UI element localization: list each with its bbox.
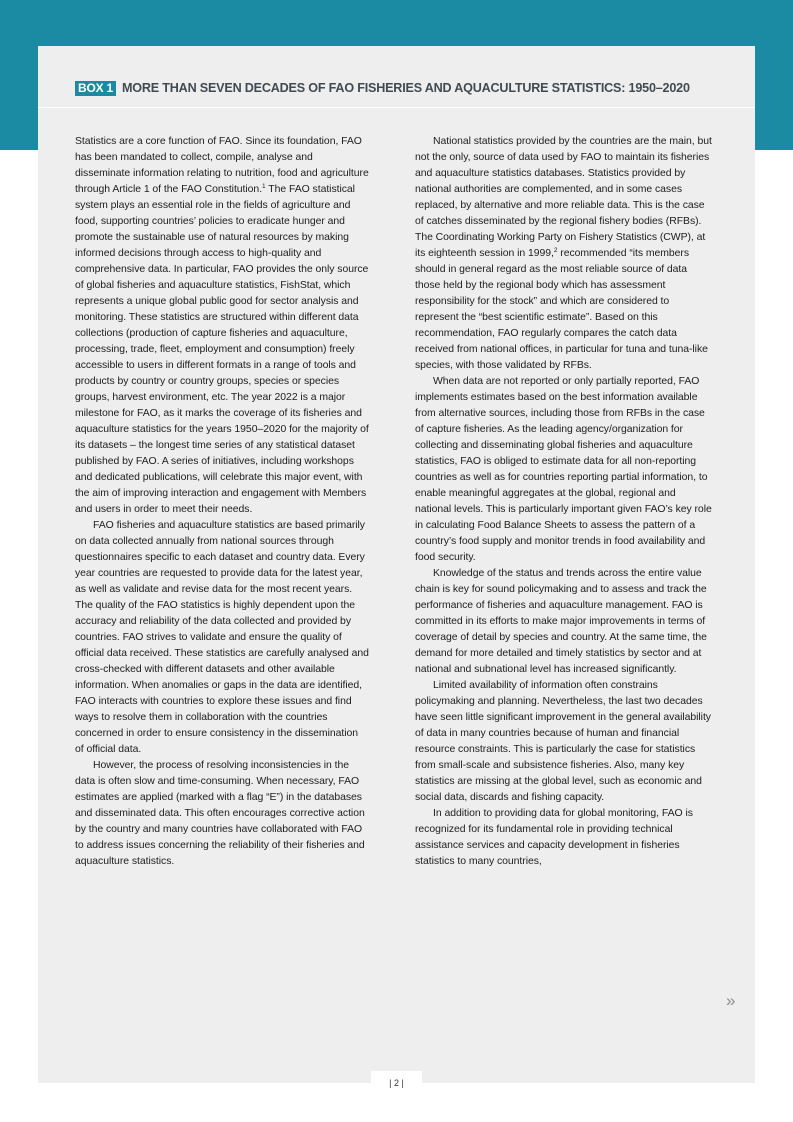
box-panel xyxy=(38,46,755,1083)
col1-paragraph-1: Statistics are a core function of FAO. Since its foundation, FAO has been mandated to collect, compile, analyse and disseminate information relating to nutrition, food and agriculture through Article 1 of the FAO Constitution.$^1$ The FAO statistical system plays an essential role in the fields of agriculture and food, supporting countries’ policies to eradicate hunger and promote the sustainable use of natural resources by making informed decisions through access to high-quality and comprehensive data. In particular, FAO provides the only source of global fisheries and aquaculture statistics, FishStat, which represents a unique global public good for sector analysis and monitoring. These statistics are structured within different data collections (production of capture fisheries and aquaculture, processing, trade, fleet, employment and consumption) freely accessible to users in different formats in a range of tools and products by country or country groups, species or species groups, harvest environment, etc. The year 2022 is a major milestone for FAO, as it marks the coverage of its fisheries and aquaculture statistics for the years 1950–2020 for the majority of its datasets – the longest time series of any statistical dataset published by FAO. A series of initiatives, including workshops and dedicated publications, will celebrate this major event, with the aim of improving interaction and engagement with Members and users in order to meet their needs. xyxy=(75,136,369,515)
box-heading: MORE THAN SEVEN DECADES OF FAO FISHERIES AND AQUACULTURE STATISTICS: 1950–2020 xyxy=(122,80,690,95)
page-number-tab xyxy=(371,1071,422,1095)
col2-paragraph-5: In addition to providing data for global monitoring, FAO is recognized for its fundamental role in providing technical assistance services and capacity development in fisheries statistics to many countries, xyxy=(415,808,693,867)
double-chevron-right-icon[interactable]: » xyxy=(726,991,731,1010)
footnote-ref-2: 2 xyxy=(553,247,558,254)
col2-paragraph-2: When data are not reported or only partially reported, FAO implements estimates based on the best information available from alternative sources, including those from RFBs in the case of capture fisheries. As the leading agency/organization for collecting and disseminating global fisheries and aquaculture statistics, FAO is obliged to estimate data for all non-reporting countries as well as for countries reporting partial information, to enable meaningful aggregates at the global, regional and national levels. This is particularly important given FAO’s key role in calculating Food Balance Sheets to assess the pattern of a country’s food supply and monitor trends in food availability and food security. xyxy=(415,376,712,563)
box-tag: BOX 1 xyxy=(75,81,116,96)
page-number: | 2 | xyxy=(389,1078,404,1088)
col2-paragraph-3: Knowledge of the status and trends across the entire value chain is key for sound policymaking and to assess and track the performance of fisheries and aquaculture management. FAO is committed in its efforts to make major improvements in terms of coverage of detail by species and country. At the same time, the demand for more detailed and timely statistics by sector and at national and subnational level has increased significantly. xyxy=(415,568,707,675)
col2-paragraph-1: National statistics provided by the countries are the main, but not the only, source of data used by FAO to maintain its fisheries and aquaculture statistics databases. Statistics provided by national authorities are complemented, and in some cases replaced, by alternative and more reliable data. This is the case of catches disseminated by the regional fishery bodies (RFBs). The Coordinating Working Party on Fishery Statistics (CWP), at its eighteenth session in 1999,$^2$ recommended “its members should in general regard as the most reliable source of data those held by the regional body which has assessment responsibility for the stock” and which are considered to represent the “best scientific estimate”. Based on this recommendation, FAO regularly compares the catch data received from national offices, in particular for tuna and tuna-like species, with those validated by RFBs. xyxy=(415,136,712,371)
footnote-ref-1: 1 xyxy=(262,183,266,190)
col2-paragraph-4: Limited availability of information often constrains policymaking and planning. Nevertheless, the last two decades have seen little significant improvement in the general availability of data in many countries because of human and financial resource constraints. This is particularly the case for statistics from small-scale and subsistence fisheries. Also, many key statistics are missing at the global level, such as economic and social data, discards and fishing capacity. xyxy=(415,680,711,803)
col1-paragraph-3: However, the process of resolving inconsistencies in the data is often slow and time-consuming. When necessary, FAO estimates are applied (marked with a flag “E”) in the databases and disseminated data. This often encourages corrective action by the country and many countries have collaborated with FAO to address issues concerning the reliability of their fisheries and aquaculture statistics. xyxy=(75,760,365,867)
box-title-row xyxy=(75,80,690,96)
box-header xyxy=(38,46,755,108)
col1-paragraph-2: FAO fisheries and aquaculture statistics are based primarily on data collected annually from national sources through questionnaires specific to each dataset and country data. Every year countries are requested to provide data for the latest year, as well as validate and revise data for the most recent years. The quality of the FAO statistics is highly dependent upon the accuracy and reliability of the data collected and provided by countries. FAO strives to validate and ensure the quality of official data received. These statistics are carefully analysed and cross-checked with different datasets and other available information. When anomalies or gaps in the data are identified, FAO interacts with countries to explore these issues and find ways to resolve them in collaboration with the countries concerned in order to ensure consistency in the dissemination of official data. xyxy=(75,520,369,755)
column-left xyxy=(75,134,369,870)
column-right xyxy=(415,134,713,870)
